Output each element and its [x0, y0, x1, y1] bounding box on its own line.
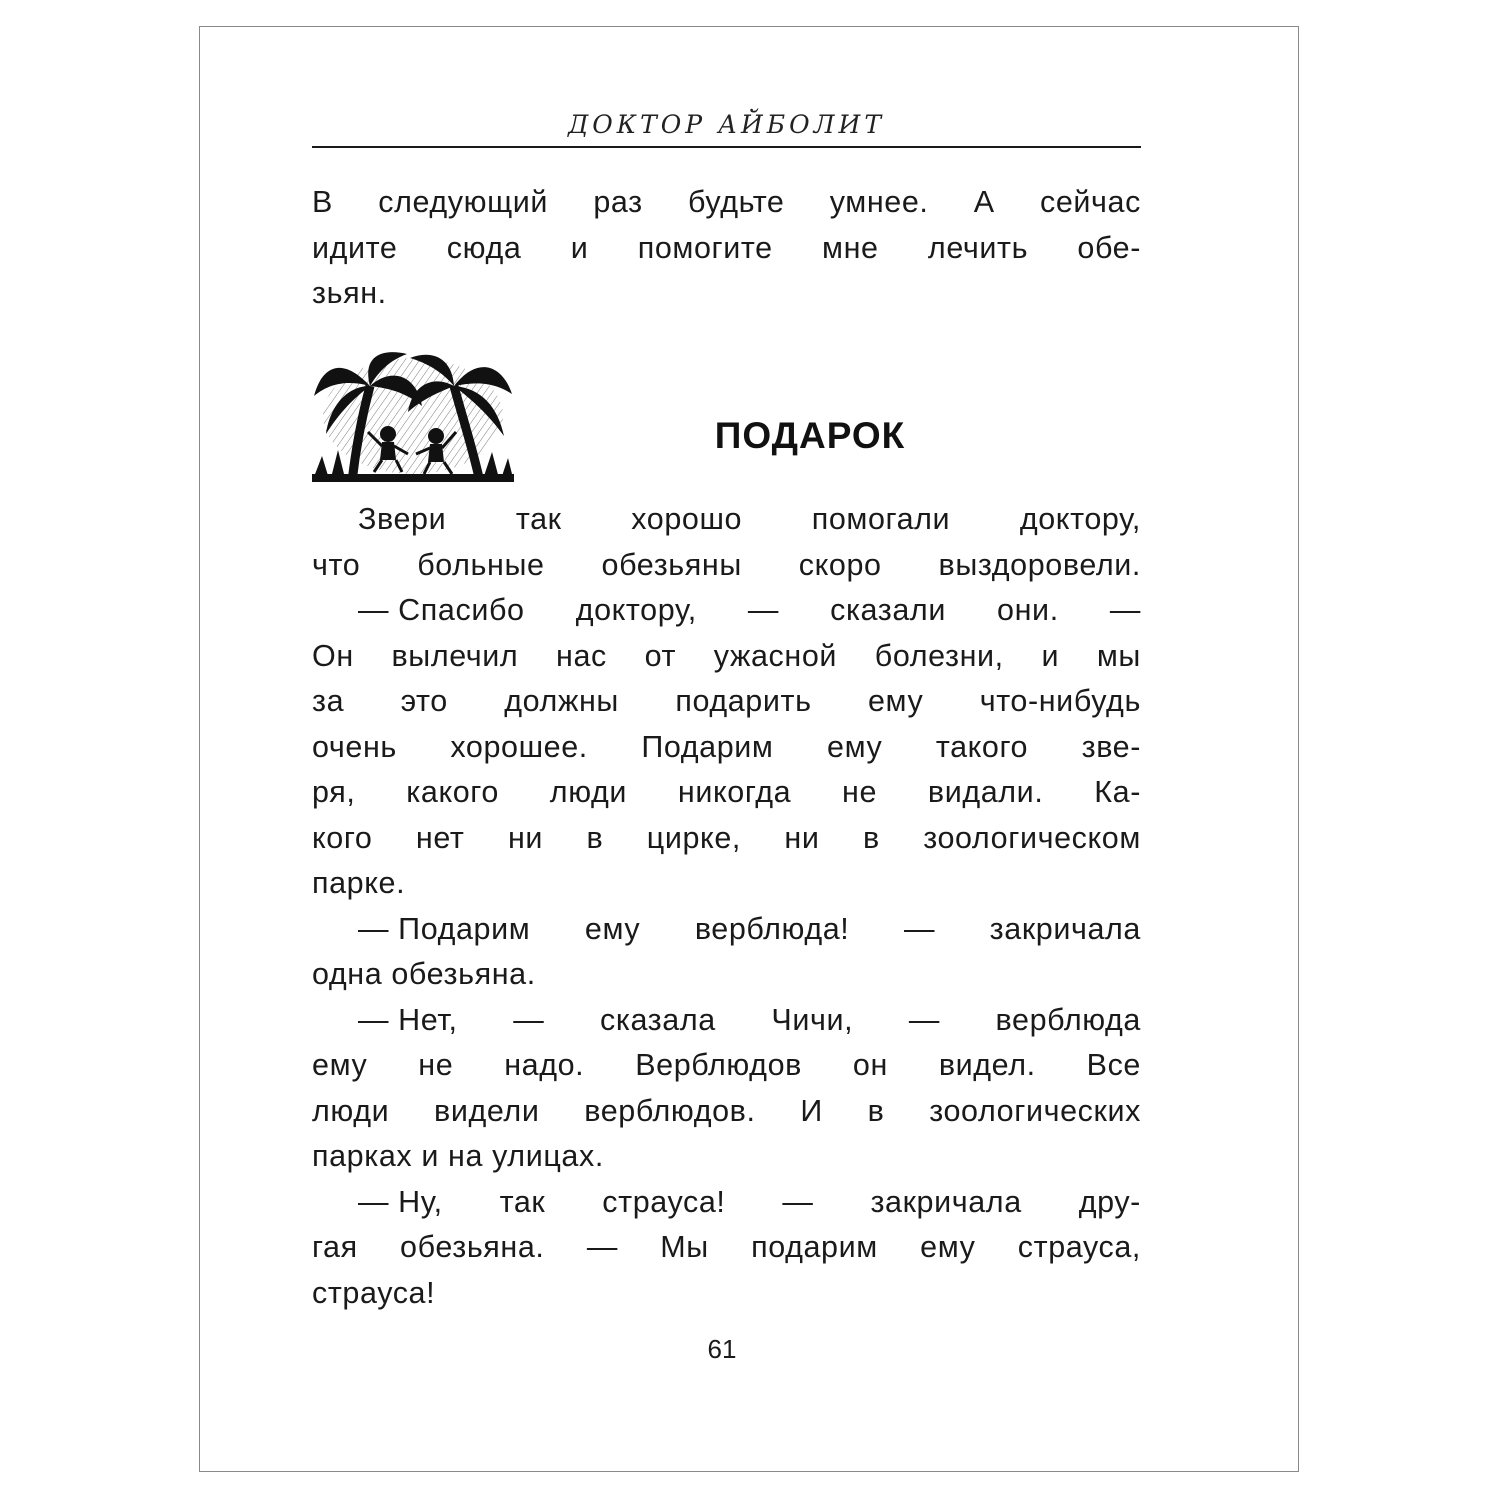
word: лечить	[927, 230, 1029, 265]
word: подарить	[675, 684, 812, 718]
word: надо.	[504, 1048, 585, 1082]
word: верблюда	[995, 1002, 1141, 1037]
word: от	[644, 638, 677, 673]
word: ему	[312, 1048, 368, 1082]
word: — Ну,	[358, 1184, 443, 1219]
word: цирке,	[646, 820, 741, 855]
word: больные	[417, 547, 545, 582]
word: в	[862, 820, 880, 855]
chapter-title: ПОДАРОК	[714, 415, 906, 456]
word: обе-	[1077, 230, 1141, 265]
text-line	[312, 998, 1141, 1044]
word: не	[842, 775, 878, 809]
text-line: зьян.	[312, 276, 387, 310]
header-rule	[312, 146, 1141, 148]
word: очень	[312, 729, 397, 764]
word: Подарим	[641, 729, 774, 764]
word: ужасной	[713, 638, 838, 673]
word: что-нибудь	[979, 684, 1141, 718]
word: ему	[920, 1230, 976, 1264]
word: видел.	[938, 1048, 1036, 1082]
word: закричала	[870, 1184, 1022, 1219]
word: помогите	[637, 230, 773, 265]
word: верблюда!	[694, 911, 850, 946]
word: сказала	[599, 1002, 716, 1037]
word: —	[782, 1184, 814, 1219]
text-line	[312, 1180, 1141, 1226]
text-line	[312, 588, 1141, 634]
word: страуса!	[602, 1184, 726, 1219]
word: следующий	[378, 185, 549, 219]
word: подарим	[751, 1230, 878, 1264]
word: кого	[312, 820, 373, 855]
text-line	[312, 725, 1141, 771]
word: нет	[415, 820, 465, 855]
text-line	[312, 1225, 1141, 1271]
word: люди	[312, 1093, 390, 1128]
word: должны	[504, 684, 619, 718]
word: — Подарим	[358, 911, 531, 946]
word: видали.	[927, 775, 1044, 809]
word: скоро	[798, 547, 882, 582]
text-line: страуса!	[312, 1275, 436, 1310]
text-line	[312, 907, 1141, 953]
word: доктору,	[575, 593, 697, 627]
word: умнее.	[829, 185, 929, 219]
word: —	[513, 1002, 545, 1037]
word: мне	[822, 230, 879, 265]
word: гая	[312, 1230, 358, 1264]
word: и	[570, 230, 589, 265]
word: обезьяна.	[400, 1230, 545, 1264]
palm-trees-monkeys-illustration	[312, 346, 514, 482]
word: Ка-	[1094, 775, 1141, 809]
word: зоологическом	[923, 820, 1141, 855]
word: верблюдов.	[584, 1093, 756, 1128]
word: страуса,	[1017, 1230, 1141, 1264]
text-line: парках и на улицах.	[312, 1139, 604, 1173]
word: Верблюдов	[635, 1048, 802, 1082]
illustration-svg	[312, 346, 514, 482]
text-line	[312, 543, 1141, 589]
text-line	[312, 1043, 1141, 1089]
word: люди	[549, 775, 628, 809]
word: Все	[1086, 1048, 1141, 1082]
word: —	[747, 593, 780, 627]
word: они.	[997, 593, 1059, 627]
word: хорошо	[631, 502, 743, 536]
word: зве-	[1081, 729, 1141, 764]
word: ему	[584, 911, 641, 946]
text-line: одна обезьяна.	[312, 957, 536, 991]
word: так	[499, 1184, 546, 1219]
word: болезни,	[874, 638, 1004, 673]
word: Он	[312, 638, 354, 673]
word: — Нет,	[358, 1002, 458, 1037]
word: так	[515, 502, 562, 536]
word: он	[852, 1048, 888, 1082]
word: мы	[1096, 638, 1141, 673]
text-line	[312, 1089, 1141, 1135]
word: что	[312, 547, 361, 582]
word: зоологических	[929, 1093, 1141, 1128]
word: раз	[593, 185, 643, 219]
text-line	[312, 497, 1141, 543]
word: А	[973, 185, 995, 219]
text-line	[312, 180, 1141, 226]
word: в	[586, 820, 604, 855]
word: такого	[935, 729, 1029, 764]
word: сюда	[446, 230, 522, 265]
word: выздоровели.	[938, 547, 1141, 582]
word: —	[908, 1002, 940, 1037]
word: это	[400, 684, 448, 718]
word: ря,	[312, 775, 356, 809]
word: вылечил	[391, 638, 519, 673]
word: Мы	[660, 1230, 709, 1264]
word: Чичи,	[771, 1002, 854, 1037]
word: видели	[434, 1093, 540, 1128]
word: —	[903, 911, 936, 946]
text-line	[312, 679, 1141, 725]
word: нас	[556, 638, 607, 673]
word: —	[586, 1230, 618, 1264]
running-title: ДОКТОР АЙБОЛИТ	[567, 110, 886, 139]
word: ему	[867, 684, 924, 718]
word: В	[312, 185, 333, 219]
text-line	[312, 770, 1141, 816]
text-line: парке.	[312, 866, 406, 900]
word: и	[1041, 638, 1060, 673]
word: —	[1109, 593, 1141, 627]
word: не	[418, 1048, 454, 1082]
word: сейчас	[1039, 185, 1141, 219]
chapter-body	[312, 497, 1141, 1316]
text-line	[312, 634, 1141, 680]
word: дру-	[1078, 1184, 1141, 1219]
word: сказали	[830, 593, 946, 627]
text-line	[312, 816, 1141, 862]
word: доктору,	[1019, 502, 1141, 536]
word: обезьяны	[601, 547, 742, 582]
text-line	[312, 226, 1141, 272]
word: ему	[827, 729, 883, 764]
word: в	[867, 1093, 885, 1128]
intro-paragraph	[312, 180, 1141, 317]
word: И	[800, 1093, 823, 1128]
word: за	[312, 684, 345, 718]
word: будьте	[687, 185, 785, 219]
word: хорошее.	[450, 729, 588, 764]
word: ни	[784, 820, 820, 855]
word: никогда	[677, 775, 792, 809]
word: Звери	[358, 502, 447, 536]
word: ни	[507, 820, 544, 855]
word: помогали	[811, 502, 951, 536]
word: какого	[406, 775, 499, 809]
word: идите	[312, 230, 398, 265]
page-number: 61	[707, 1334, 737, 1364]
word: — Спасибо	[358, 593, 525, 627]
word: закричала	[989, 911, 1141, 946]
